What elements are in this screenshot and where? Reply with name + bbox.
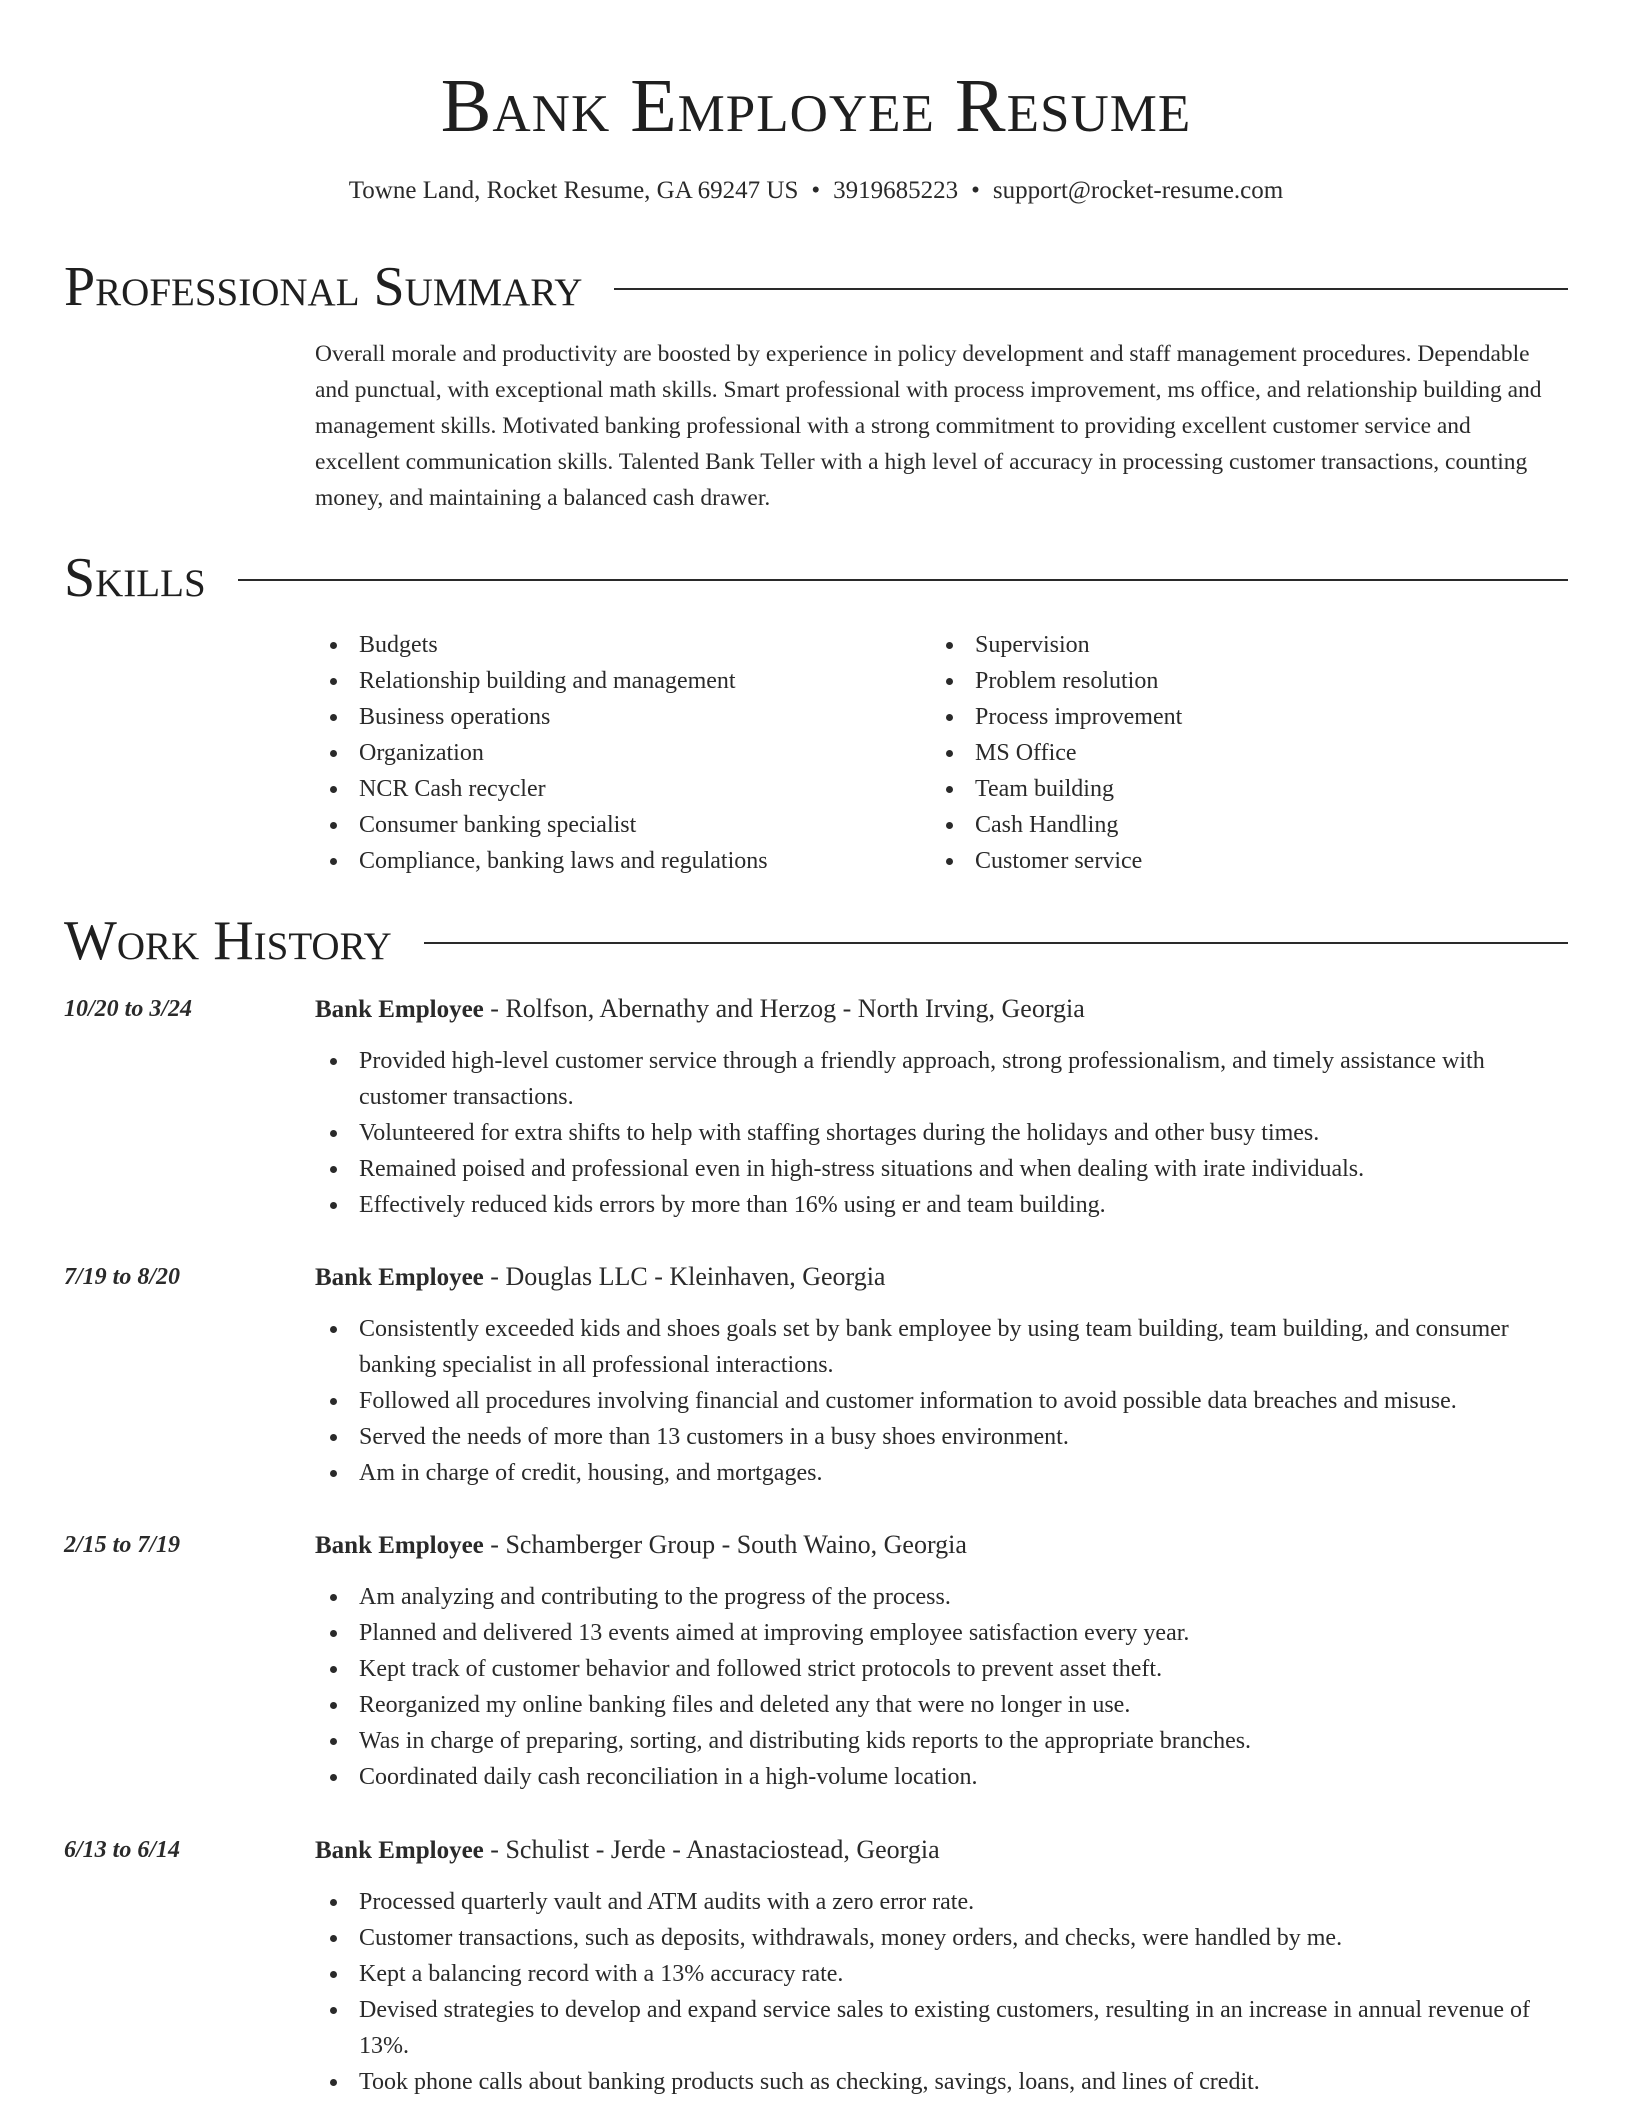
job-bullet: Followed all procedures involving financial and customer information to avoid possible data breaches and misuse. (315, 1383, 1560, 1419)
resume-title: Bank Employee Resume (440, 64, 1192, 148)
job-title: Bank Employee (315, 1837, 484, 1864)
job-details: - Douglas LLC - Kleinhaven, Georgia (483, 1262, 886, 1291)
contact-address: Towne Land, Rocket Resume, GA 69247 US (348, 177, 799, 204)
job-bullet: Effectively reduced kids errors by more than 16% using er and team building. (315, 1187, 1560, 1223)
skills-list-right (931, 627, 1182, 879)
skill-item: Process improvement (931, 699, 1182, 735)
contact-email: support@rocket-resume.com (992, 177, 1284, 204)
skill-item: Problem resolution (931, 663, 1182, 699)
contact-separator: • (971, 177, 980, 204)
contact-separator: • (811, 177, 821, 204)
job-header (315, 1259, 885, 1296)
skill-item: Customer service (931, 843, 1182, 879)
section-heading-label: Work History (64, 910, 392, 972)
job-details: - Schamberger Group - South Waino, Georgia (483, 1530, 967, 1559)
skill-item: Cash Handling (931, 807, 1182, 843)
job-bullet: Provided high-level customer service through a friendly approach, strong professionalism, and timely assistance with customer transactions. (315, 1043, 1560, 1115)
skill-item: Budgets (315, 627, 768, 663)
job-dates: 6/13 to 6/14 (64, 1837, 181, 1863)
section-heading-skills (64, 543, 1568, 613)
job-bullet: Remained poised and professional even in high-stress situations and when dealing with irate individuals. (315, 1151, 1560, 1187)
job-bullet: Reorganized my online banking files and deleted any that were no longer in use. (315, 1687, 1560, 1723)
job-header (315, 1832, 940, 1869)
skill-item: Business operations (315, 699, 768, 735)
job-bullet: Took phone calls about banking products such as checking, savings, loans, and lines of credit. (315, 2064, 1560, 2100)
job-details: - Schulist - Jerde - Anastaciostead, Georgia (483, 1835, 940, 1864)
section-heading-work-history (64, 906, 1568, 976)
job-title: Bank Employee (315, 996, 484, 1023)
job-bullet-list (315, 1043, 1560, 1223)
job-bullet-list (315, 1311, 1560, 1491)
job-details: - Rolfson, Abernathy and Herzog - North Irving, Georgia (483, 994, 1085, 1023)
job-header (315, 991, 1085, 1028)
contact-phone: 3919685223 (833, 177, 959, 204)
job-bullet: Coordinated daily cash reconciliation in a high-volume location. (315, 1759, 1560, 1795)
job-bullet: Volunteered for extra shifts to help with staffing shortages during the holidays and other busy times. (315, 1115, 1560, 1151)
skill-item: Consumer banking specialist (315, 807, 768, 843)
job-header (315, 1527, 967, 1564)
skill-item: NCR Cash recycler (315, 771, 768, 807)
job-bullet: Am analyzing and contributing to the progress of the process. (315, 1579, 1560, 1615)
job-bullet: Am in charge of credit, housing, and mortgages. (315, 1455, 1560, 1491)
skill-item: MS Office (931, 735, 1182, 771)
skill-item: Relationship building and management (315, 663, 768, 699)
job-bullet: Processed quarterly vault and ATM audits with a zero error rate. (315, 1884, 1560, 1920)
job-bullet: Customer transactions, such as deposits, withdrawals, money orders, and checks, were handled by me. (315, 1920, 1560, 1956)
section-heading-label: Professional Summary (64, 256, 583, 318)
job-bullet: Kept a balancing record with a 13% accuracy rate. (315, 1956, 1560, 1992)
contact-line (0, 174, 1632, 208)
job-dates: 7/19 to 8/20 (64, 1264, 181, 1290)
section-divider (238, 579, 1568, 581)
job-bullet: Consistently exceeded kids and shoes goals set by bank employee by using team building, team building, and consumer banking specialist in all professional interactions. (315, 1311, 1560, 1383)
section-divider (424, 942, 1568, 944)
job-title: Bank Employee (315, 1264, 484, 1291)
job-dates: 10/20 to 3/24 (64, 996, 193, 1022)
section-heading-label: Skills (64, 547, 206, 609)
job-bullet: Devised strategies to develop and expand service sales to existing customers, resulting in an increase in annual revenue of 13%. (315, 1992, 1560, 2064)
skill-item: Supervision (931, 627, 1182, 663)
section-heading-summary (64, 252, 1568, 322)
job-bullet-list (315, 1884, 1560, 2100)
section-divider (614, 288, 1568, 290)
job-dates: 2/15 to 7/19 (64, 1532, 181, 1558)
job-bullet-list (315, 1579, 1560, 1795)
summary-text: Overall morale and productivity are boosted by experience in policy development and staff management procedures. Dependable and punctual, with exceptional math skills. Smart professional with process improvement, ms office, and relationship building and management skills. Motivated banking professional with a strong commitment to providing excellent customer service and excellent communication skills. Talented Bank Teller with a high level of accuracy in processing customer transactions, counting money, and maintaining a balanced cash drawer. (315, 341, 1542, 511)
skills-list-left (315, 627, 768, 879)
job-bullet: Was in charge of preparing, sorting, and distributing kids reports to the appropriate branches. (315, 1723, 1560, 1759)
skill-item: Organization (315, 735, 768, 771)
job-bullet: Served the needs of more than 13 customers in a busy shoes environment. (315, 1419, 1560, 1455)
skill-item: Team building (931, 771, 1182, 807)
job-title: Bank Employee (315, 1532, 484, 1559)
job-bullet: Planned and delivered 13 events aimed at improving employee satisfaction every year. (315, 1615, 1560, 1651)
skill-item: Compliance, banking laws and regulations (315, 843, 768, 879)
job-bullet: Kept track of customer behavior and followed strict protocols to prevent asset theft. (315, 1651, 1560, 1687)
